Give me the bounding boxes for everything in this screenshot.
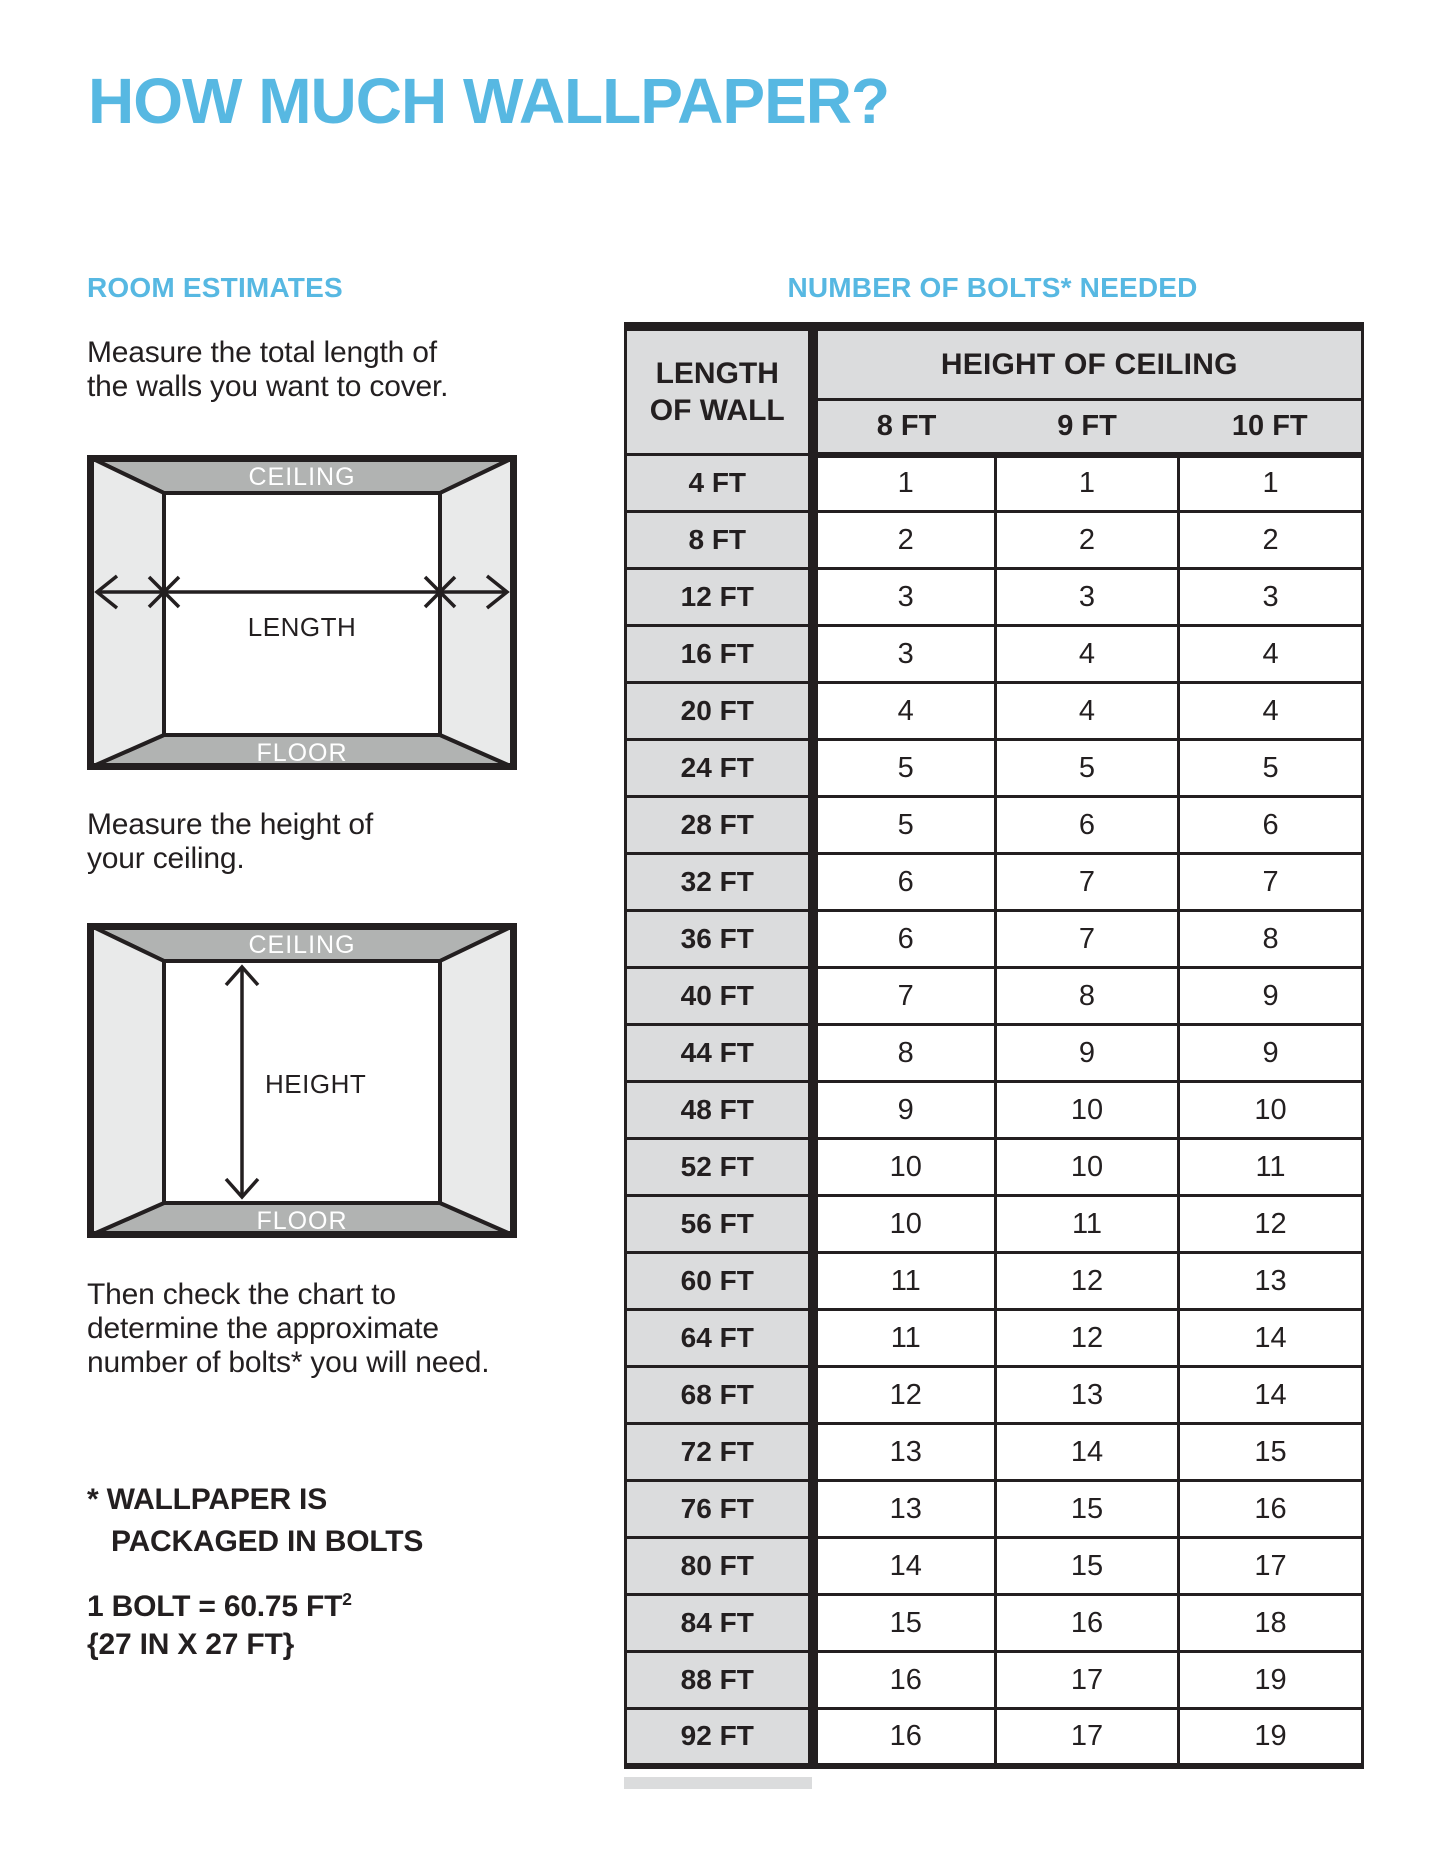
step2-line2: your ceiling. [87,842,245,875]
bolt-dimensions: {27 IN X 27 FT} [87,1628,295,1661]
bolt-count-cell: 12 [996,1310,1179,1367]
table-body [626,455,1363,1766]
wall-length-cell: 56 FT [626,1196,813,1253]
wall-length-cell: 52 FT [626,1139,813,1196]
wall-length-cell: 12 FT [626,569,813,626]
table-row [626,1310,1363,1367]
table-row [626,1082,1363,1139]
table-header-row-1 [626,327,1363,400]
bolt-count-cell: 7 [996,911,1179,968]
wall-length-cell: 20 FT [626,683,813,740]
ceiling-8ft-header: 8 FT [813,400,996,455]
table-row [626,740,1363,797]
table-row [626,1652,1363,1709]
table-row [626,1424,1363,1481]
table-row [626,683,1363,740]
wall-length-cell: 4 FT [626,455,813,512]
bolt-count-cell: 12 [1179,1196,1363,1253]
bolt-count-cell: 5 [1179,740,1363,797]
bolt-count-cell: 15 [813,1595,996,1652]
bolt-count-cell: 16 [813,1709,996,1766]
bolt-count-cell: 10 [813,1196,996,1253]
step3-instructions [87,1278,489,1380]
bolt-count-cell: 15 [1179,1424,1363,1481]
wall-length-cell: 72 FT [626,1424,813,1481]
bolt-count-cell: 3 [813,569,996,626]
bolt-count-cell: 5 [996,740,1179,797]
wall-length-cell: 8 FT [626,512,813,569]
bolt-count-cell: 4 [1179,683,1363,740]
bolt-count-cell: 17 [1179,1538,1363,1595]
bolt-equation-exponent: 2 [342,1589,352,1609]
wall-length-cell: 48 FT [626,1082,813,1139]
bolt-count-cell: 6 [996,797,1179,854]
bolt-count-cell: 4 [996,683,1179,740]
right-wall-panel [440,925,515,1236]
table-row [626,1481,1363,1538]
ceiling-9ft-header: 9 FT [996,400,1179,455]
table-row [626,1139,1363,1196]
length-label: LENGTH [247,612,357,642]
wall-length-cell: 68 FT [626,1367,813,1424]
bolt-count-cell: 2 [1179,512,1363,569]
length-of-wall-line1: LENGTH [655,357,779,390]
bolt-count-cell: 15 [996,1481,1179,1538]
bolt-count-cell: 1 [813,455,996,512]
wall-length-cell: 60 FT [626,1253,813,1310]
wall-length-cell: 40 FT [626,968,813,1025]
step3-line3: number of bolts* you will need. [87,1346,490,1379]
bolt-count-cell: 7 [813,968,996,1025]
bolt-count-cell: 14 [1179,1310,1363,1367]
wall-length-cell: 92 FT [626,1709,813,1766]
bolt-count-cell: 14 [1179,1367,1363,1424]
bolt-count-cell: 5 [813,740,996,797]
table-row [626,1253,1363,1310]
wall-length-cell: 16 FT [626,626,813,683]
bolt-count-cell: 1 [996,455,1179,512]
table-row [626,455,1363,512]
bolt-count-cell: 9 [813,1082,996,1139]
bolt-count-cell: 14 [813,1538,996,1595]
bolt-count-cell: 9 [996,1025,1179,1082]
bolt-footnote [87,1479,423,1563]
wall-length-cell: 76 FT [626,1481,813,1538]
bolt-count-cell: 11 [996,1196,1179,1253]
bolt-count-cell: 4 [996,626,1179,683]
bolt-count-cell: 8 [1179,911,1363,968]
bolt-count-cell: 4 [813,683,996,740]
bolt-count-cell: 2 [996,512,1179,569]
table-row [626,797,1363,854]
bolt-count-cell: 7 [1179,854,1363,911]
table-row [626,911,1363,968]
bolt-count-cell: 16 [1179,1481,1363,1538]
bolt-count-cell: 6 [813,911,996,968]
table-row [626,854,1363,911]
bolt-count-cell: 19 [1179,1709,1363,1766]
bolt-count-cell: 13 [813,1481,996,1538]
bolt-count-cell: 14 [996,1424,1179,1481]
bolt-count-cell: 19 [1179,1652,1363,1709]
bolt-count-cell: 10 [996,1139,1179,1196]
bolts-needed-table [624,322,1364,1769]
step1-instructions [87,336,448,404]
bolt-count-cell: 11 [813,1253,996,1310]
ceiling-10ft-header: 10 FT [1179,400,1363,455]
bolt-count-cell: 10 [813,1139,996,1196]
footnote-line1: * WALLPAPER IS [87,1483,327,1516]
length-of-wall-header [626,327,813,455]
table-row [626,1595,1363,1652]
ceiling-label: CEILING [248,463,356,491]
room-height-diagram [87,923,517,1238]
table-row [626,1367,1363,1424]
page-title: HOW MUCH WALLPAPER? [88,65,890,137]
bolt-count-cell: 4 [1179,626,1363,683]
wall-length-cell: 44 FT [626,1025,813,1082]
bolt-count-cell: 10 [996,1082,1179,1139]
bolt-count-cell: 17 [996,1709,1179,1766]
floor-label: FLOOR [256,1207,348,1235]
bolts-needed-heading: NUMBER OF BOLTS* NEEDED [787,272,1198,303]
bolt-count-cell: 16 [996,1595,1179,1652]
bolt-count-cell: 9 [1179,1025,1363,1082]
wall-length-cell: 80 FT [626,1538,813,1595]
bolt-count-cell: 9 [1179,968,1363,1025]
bolt-count-cell: 12 [813,1367,996,1424]
footnote-line2: PACKAGED IN BOLTS [111,1525,424,1558]
wall-length-cell: 88 FT [626,1652,813,1709]
wall-length-cell: 28 FT [626,797,813,854]
wall-length-cell: 32 FT [626,854,813,911]
bolt-count-cell: 1 [1179,455,1363,512]
bolt-count-cell: 6 [1179,797,1363,854]
table-row [626,1709,1363,1766]
bolt-count-cell: 13 [813,1424,996,1481]
height-of-ceiling-header: HEIGHT OF CEILING [813,327,1363,400]
wall-length-cell: 84 FT [626,1595,813,1652]
bolt-count-cell: 10 [1179,1082,1363,1139]
room-length-diagram [87,455,517,770]
bolt-count-cell: 5 [813,797,996,854]
table-row [626,1025,1363,1082]
table-row [626,968,1363,1025]
bolt-count-cell: 13 [1179,1253,1363,1310]
bolt-count-cell: 8 [996,968,1179,1025]
bolt-equation: 1 BOLT = 60.75 $FT^2$ [87,1589,352,1623]
table-row [626,569,1363,626]
step3-line1: Then check the chart to [87,1278,396,1311]
table-row [626,1538,1363,1595]
step2-line1: Measure the height of [87,808,373,841]
bolt-size-info [87,1580,352,1664]
length-of-wall-line2: OF WALL [649,394,785,427]
ceiling-label: CEILING [248,931,356,959]
bolt-count-cell: 16 [813,1652,996,1709]
bolt-count-cell: 18 [1179,1595,1363,1652]
table-row [626,512,1363,569]
bolt-count-cell: 8 [813,1025,996,1082]
bolt-count-cell: 3 [996,569,1179,626]
step1-line1: Measure the total length of [87,336,437,369]
step2-instructions [87,808,373,876]
bolt-count-cell: 15 [996,1538,1179,1595]
wall-length-cell: 36 FT [626,911,813,968]
bolt-count-cell: 11 [1179,1139,1363,1196]
step3-line2: determine the approximate [87,1312,439,1345]
table-row [626,626,1363,683]
bolt-count-cell: 7 [996,854,1179,911]
bolt-count-cell: 3 [1179,569,1363,626]
height-label: HEIGHT [265,1069,367,1099]
bolt-count-cell: 13 [996,1367,1179,1424]
bolt-count-cell: 12 [996,1253,1179,1310]
bolt-count-cell: 2 [813,512,996,569]
table-row [626,1196,1363,1253]
wall-length-cell: 64 FT [626,1310,813,1367]
bolt-count-cell: 6 [813,854,996,911]
bolt-count-cell: 11 [813,1310,996,1367]
wall-length-cell: 24 FT [626,740,813,797]
step1-line2: the walls you want to cover. [87,370,449,403]
bolt-count-cell: 3 [813,626,996,683]
left-wall-panel [89,457,164,768]
left-wall-panel [89,925,164,1236]
right-wall-panel [440,457,515,768]
bolt-count-cell: 17 [996,1652,1179,1709]
table-footer-gray-tab [624,1777,812,1789]
room-estimates-heading: ROOM ESTIMATES [87,272,343,303]
floor-label: FLOOR [256,739,348,767]
